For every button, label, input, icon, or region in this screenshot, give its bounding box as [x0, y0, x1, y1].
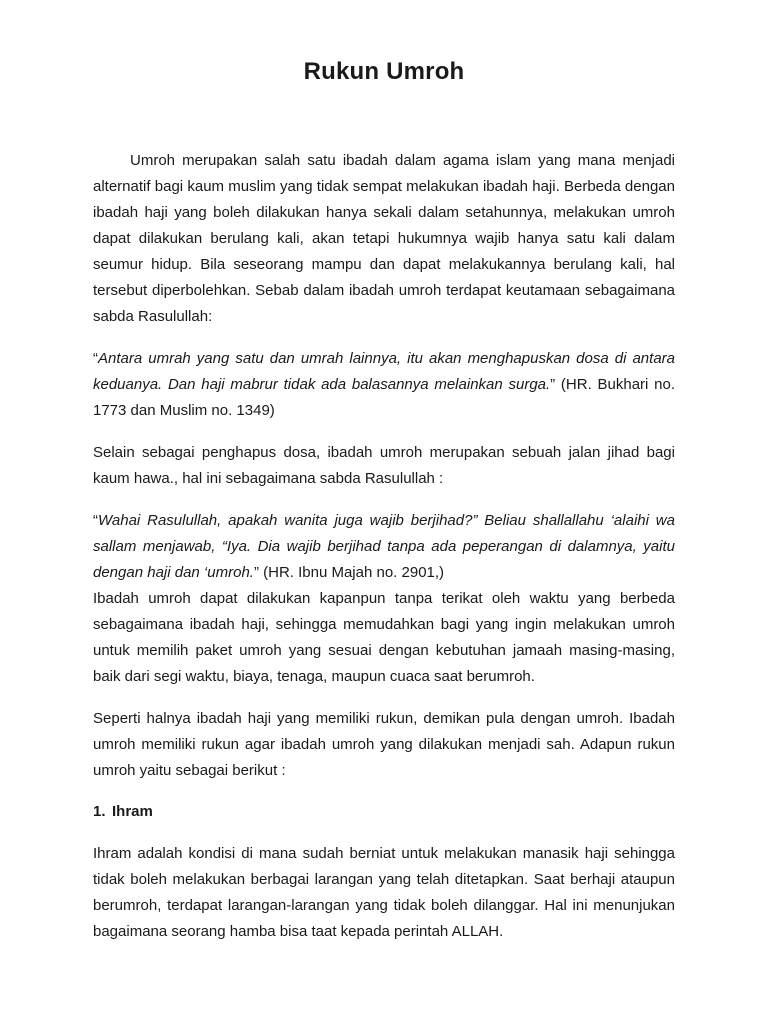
- hadith-quote-2-source: ” (HR. Ibnu Majah no. 2901,): [253, 564, 445, 581]
- flexibility-paragraph: Ibadah umroh dapat dilakukan kapanpun tanpa terikat oleh waktu yang berbeda sebagaimana ibadah haji, sehingga memudahkan bagi yang ingin melakukan umroh untuk memilih paket umroh yang sesuai dengan kebutuhan jamaah masing-masing, baik dari segi waktu, biaya, tenaga, maupun cuaca saat berumroh.: [93, 590, 675, 685]
- hadith-quote-2: [93, 508, 675, 586]
- hadith-quote-1-source: ” (HR. Bukhari no. 1773 dan Muslim no. 1349): [93, 376, 675, 419]
- hadith-quote-2-text: Wahai Rasulullah, apakah wanita juga wajib berjihad?” Beliau shallallahu ‘alaihi wa sallam menjawab, “Iya. Dia wajib berjihad tanpa ada peperangan di dalamnya, yaitu dengan haji dan ‘umroh.: [93, 512, 675, 581]
- rukun-intro-paragraph: Seperti halnya ibadah haji yang memiliki rukun, demikan pula dengan umroh. Ibadah umroh memiliki rukun agar ibadah umroh yang dilakukan menjadi sah. Adapun rukun umroh yaitu sebagai berikut :: [93, 710, 675, 779]
- section-heading-ihram: [93, 799, 675, 825]
- hadith-quote-1-text: Antara umrah yang satu dan umrah lainnya, itu akan menghapuskan dosa di antara keduanya. Dan haji mabrur tidak ada balasannya melainkan surga.: [93, 350, 675, 393]
- quote-open-mark: “: [93, 512, 98, 529]
- hadith-quote-1: [93, 346, 675, 424]
- jihad-paragraph: Selain sebagai penghapus dosa, ibadah umroh merupakan sebuah jalan jihad bagi kaum hawa., hal ini sebagaimana sabda Rasulullah :: [93, 444, 675, 487]
- ihram-paragraph: Ihram adalah kondisi di mana sudah berniat untuk melakukan manasik haji sehingga tidak boleh melakukan berbagai larangan yang telah ditetapkan. Saat berhaji ataupun berumroh, terdapat larangan-larangan yang tidak boleh dilanggar. Hal ini menunjukan bagaimana seorang hamba bisa taat kepada perintah ALLAH.: [93, 845, 675, 940]
- quote-open-mark: “: [93, 350, 98, 367]
- page-title: Rukun Umroh: [303, 58, 465, 85]
- intro-paragraph: Umroh merupakan salah satu ibadah dalam agama islam yang mana menjadi alternatif bagi kaum muslim yang tidak sempat melakukan ibadah haji. Berbeda dengan ibadah haji yang boleh dilakukan hanya sekali dalam setahunnya, melakukan umroh dapat dilakukan berulang kali, akan tetapi hukumnya wajib hanya satu kali dalam seumur hidup. Bila seseorang mampu dan dapat melakukannya berulang kali, hal tersebut diperbolehkan. Sebab dalam ibadah umroh terdapat keutamaan sebagaimana sabda Rasulullah:: [93, 152, 675, 325]
- section-title: Ihram: [112, 803, 153, 820]
- section-number: 1.: [93, 803, 106, 820]
- document-body: [93, 148, 675, 945]
